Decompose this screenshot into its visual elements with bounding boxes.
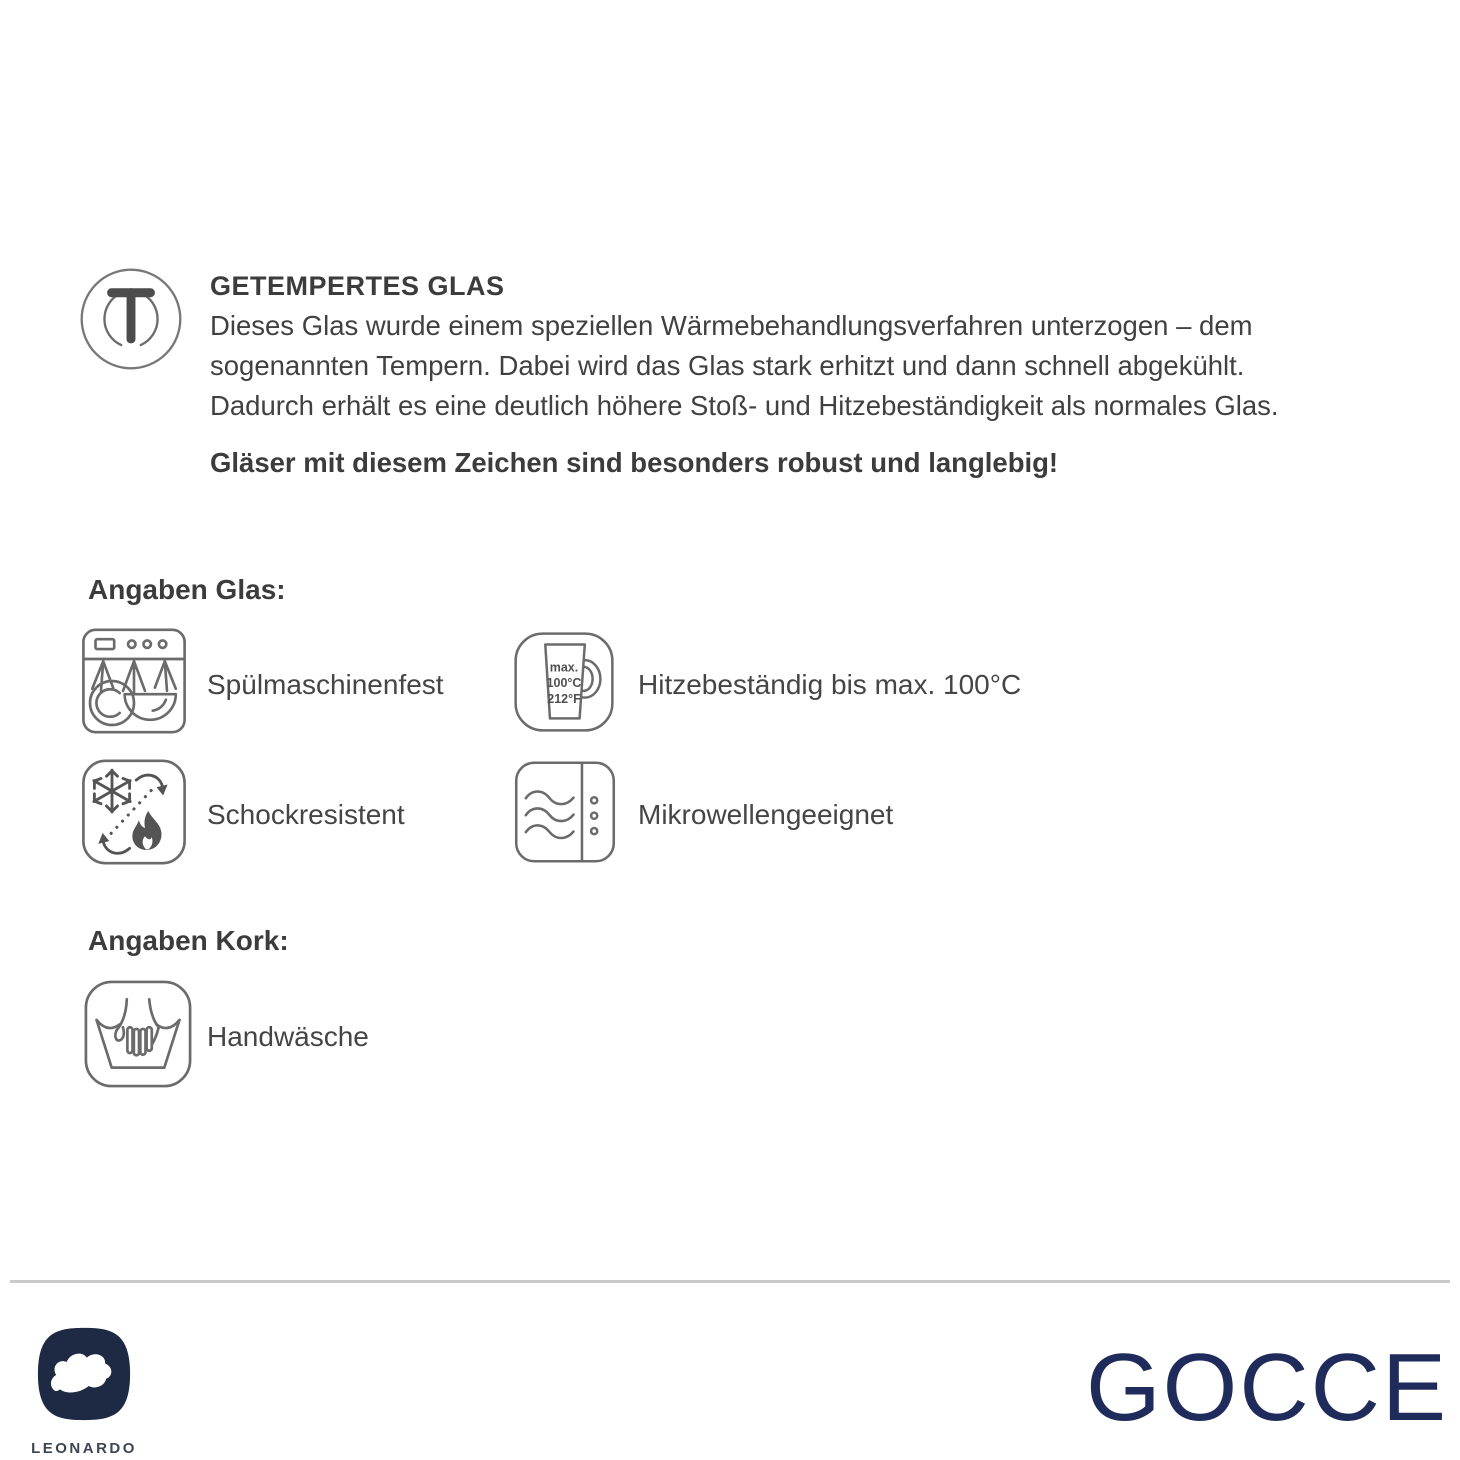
glass-section-heading: Angaben Glas: <box>88 574 286 605</box>
dishwasher-safe-icon <box>78 626 190 736</box>
leonardo-logo <box>36 1324 132 1424</box>
tempered-glass-description <box>210 306 1279 426</box>
heat-resistant-icon <box>512 628 616 736</box>
description-line: Dieses Glas wurde einem speziellen Wärmebehandlungsverfahren unterzogen – dem <box>210 310 1253 341</box>
microwave-safe-label: Mikrowellengeeignet <box>638 799 894 830</box>
footer-divider <box>10 1280 1450 1283</box>
product-name: GOCCE <box>1086 1334 1449 1441</box>
heat-icon-text-fahrenheit: 212°F <box>547 691 581 706</box>
brand-name: LEONARDO <box>31 1440 137 1457</box>
tempered-glass-note: Gläser mit diesem Zeichen sind besonders robust und langlebig! <box>210 447 1059 478</box>
shock-resistant-icon <box>78 757 190 867</box>
description-line: sogenannten Tempern. Dabei wird das Glas stark erhitzt und dann schnell abgekühlt. <box>210 350 1245 381</box>
dishwasher-safe-label: Spülmaschinenfest <box>207 669 444 700</box>
shock-resistant-label: Schockresistent <box>207 799 405 830</box>
tempered-glass-icon <box>78 266 184 372</box>
heat-resistant-label: Hitzebeständig bis max. 100°C <box>638 669 1022 700</box>
heat-icon-text-celsius: 100°C <box>546 676 582 691</box>
description-line: Dadurch erhält es eine deutlich höhere Stoß- und Hitzebeständigkeit als normales Glas. <box>210 390 1279 421</box>
microwave-safe-icon <box>512 758 618 866</box>
tempered-glass-heading: GETEMPERTES GLAS <box>210 271 505 301</box>
handwash-icon <box>82 978 194 1090</box>
cork-section-heading: Angaben Kork: <box>88 925 289 956</box>
handwash-label: Handwäsche <box>207 1021 369 1052</box>
heat-icon-text-max: max. <box>549 660 579 675</box>
